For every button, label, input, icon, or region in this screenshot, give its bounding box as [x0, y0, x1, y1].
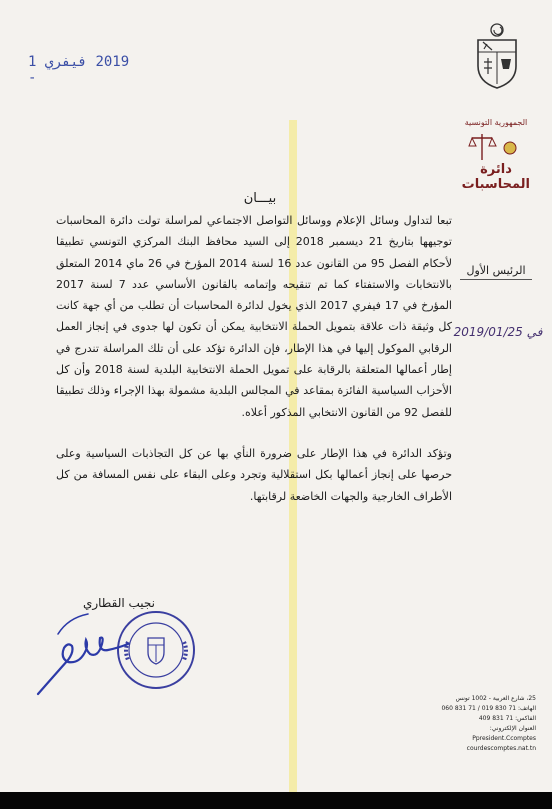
scales-icon: [468, 130, 524, 162]
contact-phone: الهاتف: 71 830 019 / 71 831 060: [441, 705, 536, 712]
president-title: الرئيس الأول: [460, 264, 532, 280]
contact-info: [440, 694, 536, 754]
signer-name: نجيب القطاري: [82, 596, 155, 610]
logo-bottom-text: دائرة المحاسبات: [461, 162, 530, 192]
contact-email: Ppresident.Ccomptes: [472, 735, 536, 742]
bottom-black-band: [0, 792, 552, 809]
logo-top-text: الجمهورية التونسية: [464, 118, 528, 127]
contact-fax: الفاكس: 71 831 409: [478, 715, 536, 722]
contact-email-label: العنوان الإلكتروني:: [489, 725, 536, 732]
contact-address: 25، شارع العربية - 1002 تونس: [455, 695, 536, 702]
paragraph-1: تبعا لتداول وسائل الإعلام ووسائل التواصل الاجتماعي لمراسلة تولت دائرة المحاسبات توجيهها بتاريخ 21 ديسمبر 2018 إلى السيد محافظ البنك المركزي التونسي تطبيقا لأحكام الفصل 95 من القانون عدد 16 لسنة 2014 المؤرخ في 26 ماي 2014 المتعلق بالانتخابات والاستفتاء كما تم تنقيحه وإتمامه بالقانون الأساسي عدد 7 لسنة 2017 المؤرخ في 17 فيفري 2017 الذي يخول لدائرة المحاسبات أن تطلب من أي جهة كانت كل وثيقة ذات علاقة بتمويل الحملة الانتخابية يمكن أن تكون لها جدوى في إنجاز العمل الرقابي الموكول إليها في هذا الإطار، فإن الدائرة تؤكد على أن تلك المراسلة تندرج في إطار أعمالها المتعلقة بالرقابة على تمويل الحملة الانتخابية البلدية لسنة 2018 وأن كل الأحزاب السياسية الفائزة بمقاعد في المجالس البلدية مشمولة بهذا الإجراء وذلك تطبيقا للفصل 92 من القانون الانتخابي المذكور أعلاه.: [56, 214, 452, 419]
contact-website: courdescomptes.nat.tn: [466, 745, 536, 752]
tunisia-emblem-icon: [472, 22, 522, 90]
document-body: [56, 210, 452, 507]
court-of-auditors-logo: [461, 118, 530, 192]
handwritten-signature-icon: [28, 608, 178, 698]
received-date-stamp: 2019 فيفري 1 -: [28, 54, 130, 86]
document-title: بيـــان: [243, 191, 277, 206]
paragraph-2: وتؤكد الدائرة في هذا الإطار على ضرورة النأي بها عن كل التجاذبات السياسية وعلى حرصها على إنجاز أعمالها بكل استقلالية وتجرد وعلى البقاء على نفس المسافة من كل الأطراف الخارجية والجهات الخاضعة لرقابتها.: [56, 446, 452, 503]
handwritten-date: في 2019/01/25: [453, 325, 543, 339]
